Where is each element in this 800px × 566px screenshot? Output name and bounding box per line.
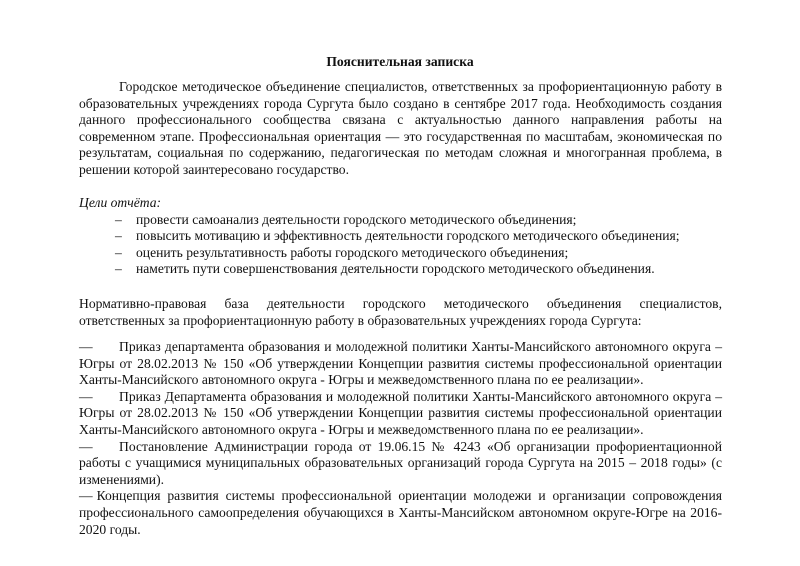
- dash-bullet: —: [79, 339, 93, 354]
- legal-intro-section: [79, 296, 722, 329]
- dash-bullet: —: [79, 388, 93, 404]
- dash-bullet: –: [115, 211, 122, 227]
- legal-text: Концепция развития системы профессиональной ориентации молодежи и организации сопровождения профессионального самоопределения обучающихся в Ханты-Мансийском автономном округе-Югре на 2016-2020 годы.: [79, 488, 722, 537]
- dash-bullet: —: [79, 438, 93, 454]
- goal-text: повысить мотивацию и эффективность деятельности городского методического объединения;: [136, 228, 680, 244]
- goal-text: наметить пути совершенствования деятельности городского методического объединения.: [136, 261, 655, 277]
- goals-heading: Цели отчёта:: [79, 195, 162, 210]
- intro-section: [79, 79, 722, 179]
- legal-intro-paragraph: Нормативно-правовая база деятельности городского методического объединения специалистов, ответственных за профориентационную работу в образовательных учреждениях города Сургута:: [79, 296, 722, 328]
- goal-item: [79, 212, 722, 229]
- dash-bullet: –: [115, 244, 122, 260]
- dash-bullet: –: [115, 228, 122, 244]
- legal-text: Приказ департамента образования и молодежной политики Ханты-Мансийского автономного округа – Югры от 28.02.2013 № 150 «Об утверждении Концепции развития системы профессиональной ориентации Ханты-Мансийского автономного округа - Югры и межведомственного плана по ее реализации».: [79, 339, 722, 388]
- goal-item: [79, 245, 722, 262]
- legal-item: [79, 488, 722, 538]
- legal-list: [79, 339, 722, 538]
- document-title: Пояснительная записка: [326, 54, 474, 69]
- legal-text: Приказ Департамента образования и молодежной политики Ханты-Мансийского автономного округа – Югры от 28.02.2013 № 150 «Об утверждении Концепции развития системы профессиональной ориентации Ханты-Мансийского автономного округа - Югры и межведомственного плана по ее реализации».: [79, 388, 722, 437]
- legal-text: Постановление Администрации города от 19.06.15 № 4243 «Об организации профориентационной работы с учащимися муниципальных образовательных организаций города Сургута на 2015 – 2018 годы» (с изменениями).: [79, 438, 722, 487]
- goal-text: провести самоанализ деятельности городского методического объединения;: [136, 211, 577, 227]
- dash-bullet: —: [79, 488, 93, 504]
- legal-item: [79, 439, 722, 489]
- goal-item: [79, 228, 722, 245]
- goal-text: оценить результативность работы городского методического объединения;: [136, 244, 569, 260]
- legal-item: [79, 339, 722, 389]
- goals-section: [79, 195, 722, 278]
- intro-paragraph: Городское методическое объединение специалистов, ответственных за профориентационную работу в образовательных учреждениях города Сургута было создано в сентябре 2017 года. Необходимость создания данного профессионального сообщества связана с актуальностью данного направления работы на современном этапе. Профессиональная ориентация — это государственная по масштабам, экономическая по результатам, социальная по содержанию, педагогическая по методам сложная и многогранная проблема, в решении которой заинтересовано государство.: [79, 79, 722, 177]
- dash-bullet: –: [115, 261, 122, 277]
- goal-item: [79, 261, 722, 278]
- legal-item: [79, 389, 722, 439]
